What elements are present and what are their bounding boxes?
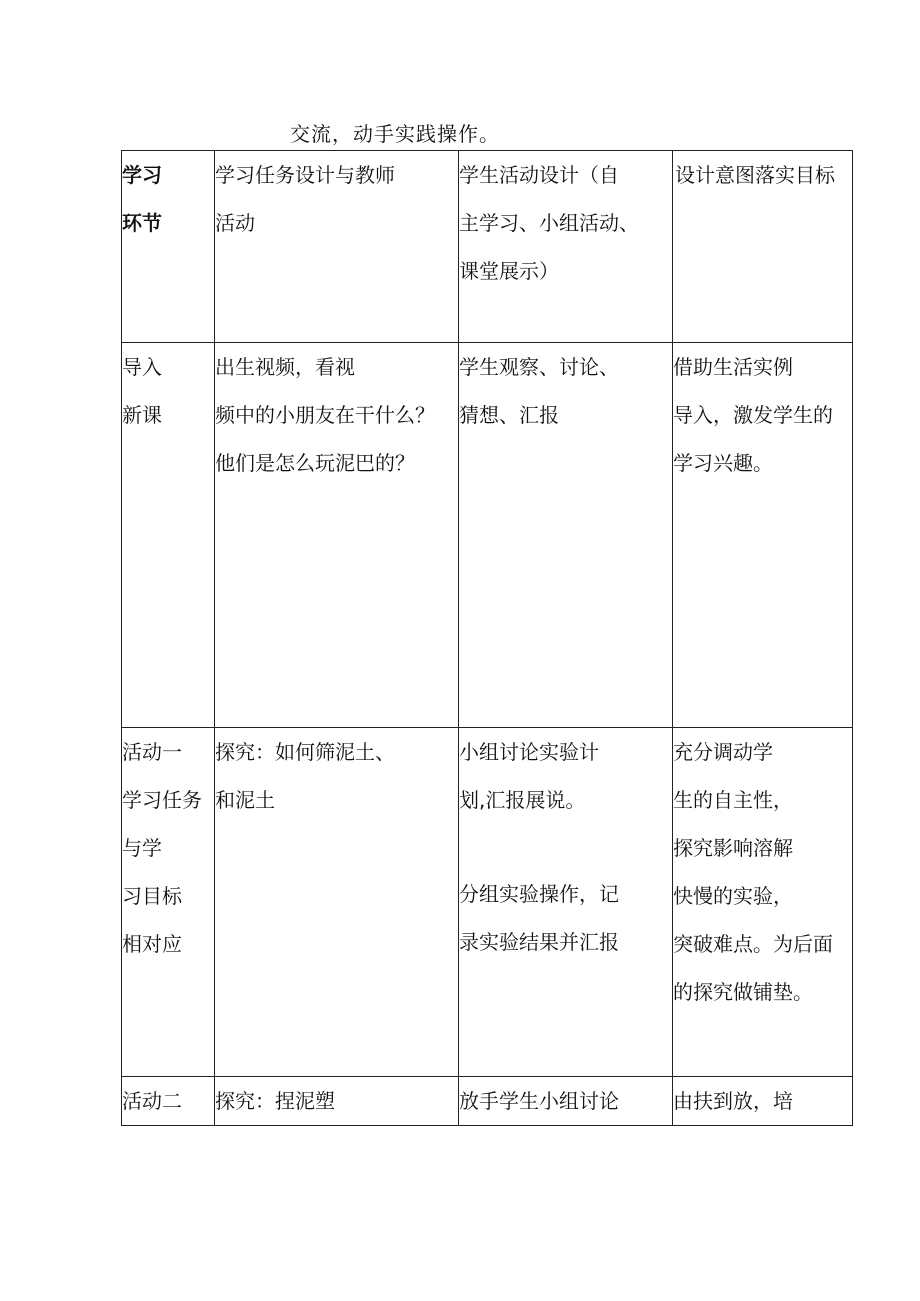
header-intent-label: 设计意图落实目标: [675, 163, 835, 187]
design-intent-text: 由扶到放，培: [673, 1089, 793, 1113]
table-row: [122, 1077, 853, 1126]
design-intent-text: 借助生活实例 导入，激发学生的 学习兴趣。: [673, 355, 833, 475]
table-row: [122, 343, 853, 728]
stage-label: 活动一 学习任务 与学 习目标 相对应: [122, 740, 202, 956]
teacher-activity-text: 探究：如何筛泥土、 和泥土: [215, 740, 395, 812]
student-activity-cell: [459, 728, 673, 1077]
student-activity-text: 放手学生小组讨论: [459, 1089, 619, 1113]
header-cell-student: [459, 151, 673, 343]
stage-label: 导入 新课: [122, 355, 162, 427]
header-cell-intent: [673, 151, 853, 343]
header-teacher-label: 学习任务设计与教师 活动: [215, 163, 395, 235]
header-cell-stage: [122, 151, 215, 343]
student-activity-text-2: 分组实验操作，记 录实验结果并汇报: [459, 882, 619, 954]
design-intent-cell: [673, 728, 853, 1077]
lead-text: 交流，动手实践操作。: [290, 122, 500, 146]
table-row: [122, 728, 853, 1077]
header-cell-teacher: [215, 151, 459, 343]
student-activity-cell: [459, 343, 673, 728]
stage-cell: [122, 728, 215, 1077]
student-activity-text: 小组讨论实验计 划,汇报展说。: [459, 740, 599, 812]
design-intent-cell: [673, 343, 853, 728]
student-activity-text: 学生观察、讨论、 猜想、汇报: [459, 355, 619, 427]
stage-cell: [122, 343, 215, 728]
table-header-row: [122, 151, 853, 343]
header-stage-label: 学习 环节: [122, 163, 162, 235]
stage-cell: [122, 1077, 215, 1126]
student-activity-cell: [459, 1077, 673, 1126]
teacher-activity-text: 探究：捏泥塑: [215, 1089, 335, 1113]
stage-label: 活动二: [122, 1089, 182, 1113]
teacher-activity-cell: [215, 343, 459, 728]
spacer: [459, 824, 672, 870]
design-intent-text: 充分调动学 生的自主性， 探究影响溶解 快慢的实验， 突破难点。为后面 的探究做铺垫。: [673, 740, 833, 1004]
design-intent-cell: [673, 1077, 853, 1126]
teacher-activity-text: 出生视频，看视 频中的小朋友在干什么？ 他们是怎么玩泥巴的？: [215, 355, 435, 475]
teacher-activity-cell: [215, 728, 459, 1077]
teacher-activity-cell: [215, 1077, 459, 1126]
header-student-label: 学生活动设计（自 主学习、小组活动、 课堂展示）: [459, 163, 639, 283]
lesson-plan-table: [121, 150, 853, 1126]
